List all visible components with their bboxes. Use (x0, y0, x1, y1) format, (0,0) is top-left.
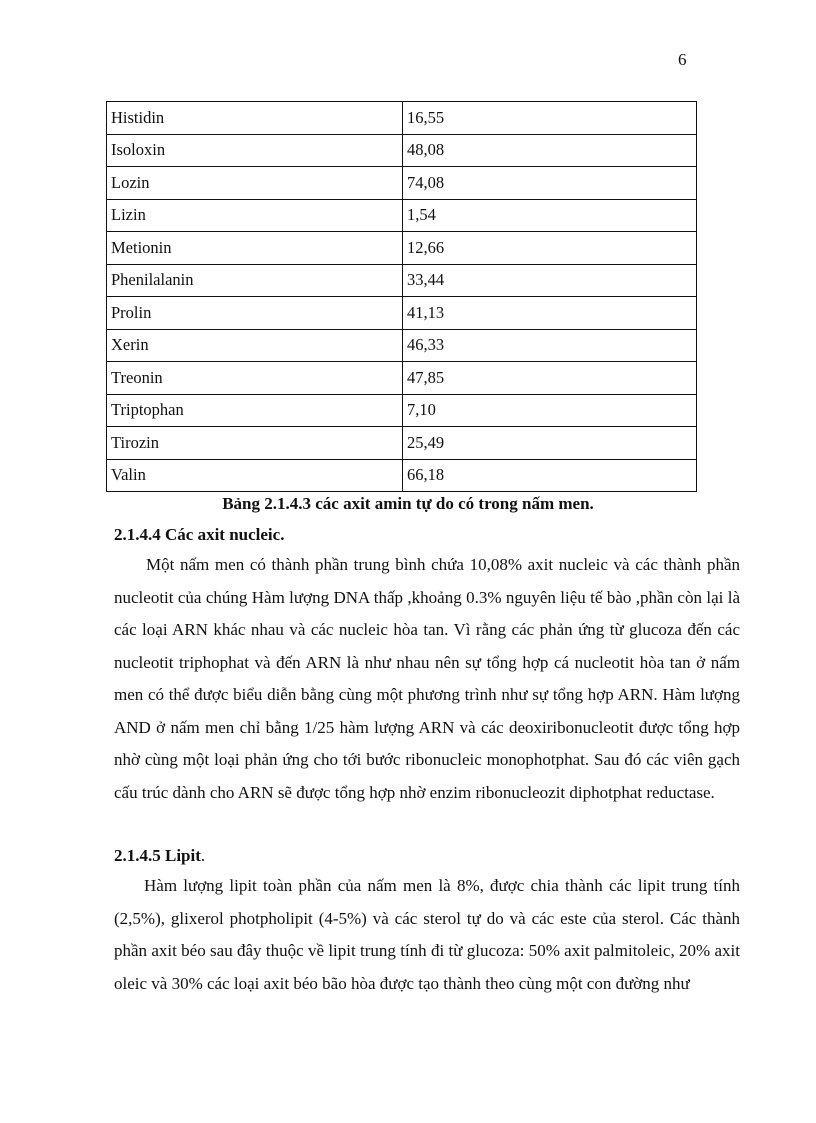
amino-acid-value: 33,44 (403, 264, 697, 297)
amino-acid-value: 48,08 (403, 134, 697, 167)
amino-acid-name: Histidin (107, 102, 403, 135)
paragraph-lipit-text: Hàm lượng lipit toàn phần của nấm men là 8%, được chia thành các lipit trung tính (2,5%), glixerol photpholipit (4-5%) và các sterol tự do và các este của sterol. Các thành phần axit béo sau đây thuộc về lipit trung tính đi từ glucoza: 50% axit palmitoleic, 20% axit oleic và 30% các loại axit béo bão hòa được tạo thành theo cùng một con đường như (114, 876, 740, 993)
section-heading-lipit-text: 2.1.4.5 Lipit (114, 846, 201, 865)
amino-acid-value: 41,13 (403, 297, 697, 330)
amino-acid-value: 25,49 (403, 427, 697, 460)
paragraph-nucleic (114, 549, 740, 809)
amino-acid-name: Valin (107, 459, 403, 492)
table-row (107, 362, 697, 395)
section-heading-lipit-suffix: . (200, 846, 206, 865)
table-row (107, 232, 697, 265)
amino-acid-name: Phenilalanin (107, 264, 403, 297)
section-heading-lipit (114, 846, 205, 866)
amino-acid-name: Lizin (107, 199, 403, 232)
amino-acid-value: 74,08 (403, 167, 697, 200)
amino-acid-name: Isoloxin (107, 134, 403, 167)
table-row (107, 459, 697, 492)
amino-acid-value: 7,10 (403, 394, 697, 427)
amino-acid-value: 1,54 (403, 199, 697, 232)
amino-acid-value: 47,85 (403, 362, 697, 395)
amino-acid-name: Treonin (107, 362, 403, 395)
table-row (107, 264, 697, 297)
amino-acid-name: Triptophan (107, 394, 403, 427)
page-number: 6 (678, 50, 687, 69)
amino-acid-name: Metionin (107, 232, 403, 265)
amino-acid-name: Lozin (107, 167, 403, 200)
amino-acid-table (106, 101, 697, 492)
table-row (107, 167, 697, 200)
table-row (107, 297, 697, 330)
paragraph-lipit (114, 870, 740, 1000)
amino-acid-value: 16,55 (403, 102, 697, 135)
amino-acid-name: Xerin (107, 329, 403, 362)
amino-acid-name: Tirozin (107, 427, 403, 460)
amino-acid-value: 12,66 (403, 232, 697, 265)
table-row (107, 134, 697, 167)
table-row (107, 329, 697, 362)
table-row (107, 427, 697, 460)
amino-acid-value: 46,33 (403, 329, 697, 362)
section-heading-nucleic: 2.1.4.4 Các axit nucleic. (114, 525, 285, 544)
amino-acid-value: 66,18 (403, 459, 697, 492)
table-row (107, 199, 697, 232)
amino-acid-name: Prolin (107, 297, 403, 330)
paragraph-nucleic-text: Một nấm men có thành phần trung bình chứa 10,08% axit nucleic và các thành phần nucleotit của chúng Hàm lượng DNA thấp ,khoảng 0.3% nguyên liệu tế bào ,phần còn lại là các loại ARN khác nhau và các nucleic hòa tan. Vì rằng các phản ứng từ glucoza đến các nucleotit triphophat và đến ARN là như nhau nên sự tổng hợp cá nucleotit hòa tan ở nấm men có thể được biểu diễn bằng cùng một phương trình như sự tổng hợp ARN. Hàm lượng AND ở nấm men chỉ bằng 1/25 hàm lượng ARN và các deoxiribonucleotit được tổng hợp nhờ cùng một loại phản ứng cho tới bước ribonucleic monophotphat. Sau đó các viên gạch cấu trúc dành cho ARN sẽ được tổng hợp nhờ enzim ribonucleozit diphotphat reductase. (114, 555, 740, 802)
table-row (107, 394, 697, 427)
table-row (107, 102, 697, 135)
table-caption: Bảng 2.1.4.3 các axit amin tự do có trong nấm men. (222, 494, 594, 513)
